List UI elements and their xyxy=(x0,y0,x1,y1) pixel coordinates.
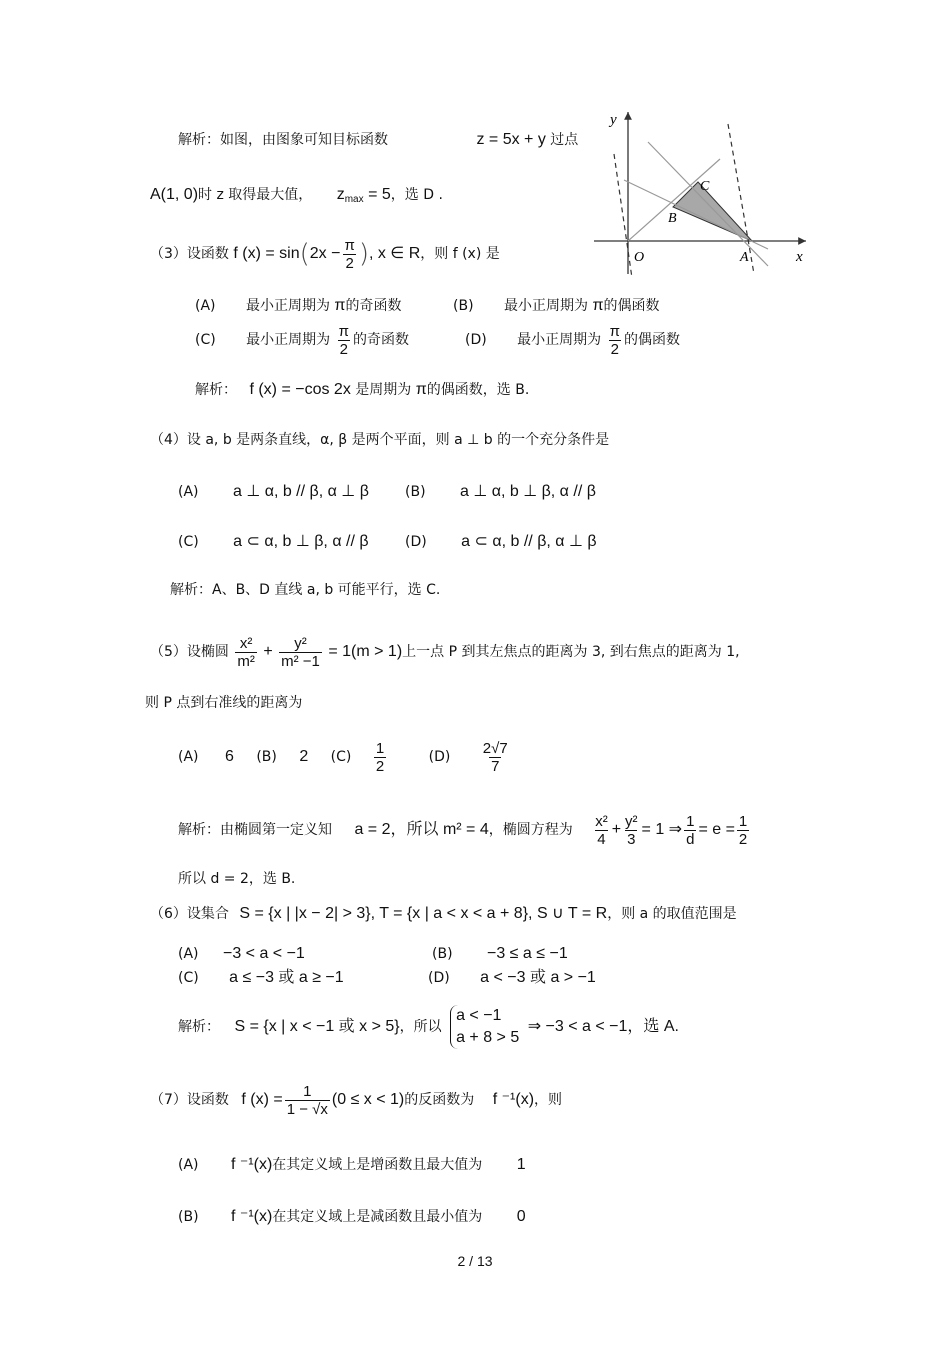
q3-option-b xyxy=(453,297,659,315)
solution-text: ，所以 xyxy=(399,1019,442,1035)
option-value: π xyxy=(334,297,346,314)
option-text: a ≤ −3 或 a ≥ −1 xyxy=(229,969,344,986)
option-tail: 的偶函数 xyxy=(623,332,680,348)
q7-frac xyxy=(285,1083,330,1118)
solution-result: ⇒ −3 < a < −1，选 A. xyxy=(527,1018,679,1035)
q3-frac-den: 2 xyxy=(345,254,354,272)
frac-num: y² xyxy=(294,634,307,652)
q5-stem-c xyxy=(145,694,302,712)
option-b-value: 2 xyxy=(299,748,309,765)
q3-frac-num: π xyxy=(344,236,355,254)
q3-inner: 2x − xyxy=(309,245,341,262)
option-inverse: f ⁻¹(x) xyxy=(230,1208,273,1225)
option-text: a ⊂ α, b // β, α ⊥ β xyxy=(461,533,597,550)
q7-stem-b: 的反函数为 xyxy=(404,1092,475,1108)
frac-den: m² xyxy=(237,652,255,670)
solution-text: 所以 d = 2，选 B. xyxy=(178,871,296,887)
option-label: (C) xyxy=(178,970,199,986)
sol-eq: = 1 ⇒ xyxy=(641,821,683,838)
q6-option-c xyxy=(178,969,344,987)
label-c: C xyxy=(700,179,710,194)
q7-option-a xyxy=(178,1156,526,1174)
option-value: 1 xyxy=(516,1156,526,1173)
q3-stem xyxy=(150,236,500,272)
option-text: 最小正周期为 xyxy=(517,332,602,348)
option-label: (A) xyxy=(195,298,216,314)
frac-num: x² xyxy=(239,634,253,652)
frac-den: m² −1 xyxy=(281,652,320,670)
option-label: (C) xyxy=(330,749,352,765)
feasible-region-graph xyxy=(588,104,814,280)
zmax-var: z xyxy=(336,186,345,203)
q5-options xyxy=(178,735,512,779)
q6-stem xyxy=(150,905,737,923)
label-a: A xyxy=(740,250,749,265)
option-inverse: f ⁻¹(x) xyxy=(230,1156,273,1173)
frac-num: y² xyxy=(625,812,638,830)
option-text: −3 ≤ a ≤ −1 xyxy=(486,945,568,962)
option-frac xyxy=(608,323,622,358)
q5-frac-y xyxy=(279,635,322,670)
solution-set: S = {x | x < −1 或 x > 5} xyxy=(234,1018,400,1035)
option-text: 最小正周期为 xyxy=(503,298,588,314)
label-y: y xyxy=(610,112,617,128)
page-number: 2 / 13 xyxy=(457,1253,493,1269)
q5-stem-c-text: 则 P 点到右准线的距离为 xyxy=(145,695,303,711)
sol-e: = e = xyxy=(698,821,735,838)
q7-function: f (x) = xyxy=(241,1091,283,1108)
label-b: B xyxy=(668,211,677,226)
q4-option-c xyxy=(178,533,369,551)
q6-option-d xyxy=(428,969,596,987)
option-label: (A) xyxy=(178,749,199,765)
frac-num: 1 xyxy=(303,1082,312,1100)
q7-stem-text: （7）设函数 xyxy=(150,1092,229,1108)
q3-solution xyxy=(195,381,529,399)
q3-tail: , x ∈ R xyxy=(368,245,421,262)
q6-option-a xyxy=(178,945,305,963)
option-label: (B) xyxy=(453,298,474,314)
option-tail: 的偶函数 xyxy=(603,298,660,314)
frac-num: 1 xyxy=(375,739,385,757)
solution-label: 解析： xyxy=(195,382,237,398)
paren-close: ) xyxy=(358,239,369,269)
q6-end: ，则 a 的取值范围是 xyxy=(607,906,737,922)
option-text: a ⊥ α, b // β, α ⊥ β xyxy=(232,483,369,500)
q7-option-b xyxy=(178,1208,526,1226)
solution-text: 解析：A、B、D 直线 a, b 可能平行，选 C. xyxy=(170,582,441,598)
sol-frac-y xyxy=(623,813,640,848)
frac-den: 7 xyxy=(491,757,500,775)
system-line-1: a < −1 xyxy=(456,1007,502,1024)
frac-den: 3 xyxy=(627,830,636,848)
sol-frac-d xyxy=(684,813,696,848)
objective-function: z = 5x + y xyxy=(476,131,546,148)
option-frac xyxy=(337,323,351,358)
q4-option-b xyxy=(405,483,596,501)
option-label: (B) xyxy=(405,484,426,500)
frac-den: d xyxy=(686,830,695,848)
plus: + xyxy=(263,643,273,660)
q5-eq: = 1(m > 1) xyxy=(328,643,403,660)
system-line-2: a + 8 > 5 xyxy=(456,1029,520,1046)
q5-solution xyxy=(178,810,751,850)
dashed-line-left xyxy=(614,154,632,278)
q7-stem xyxy=(150,1080,562,1120)
option-c-frac xyxy=(374,740,386,775)
frac-num: π xyxy=(609,322,620,340)
paren-open: ( xyxy=(299,239,310,269)
frac-num: 1 xyxy=(738,812,748,830)
label-x: x xyxy=(796,249,803,265)
option-text: −3 < a < −1 xyxy=(222,945,305,962)
label-o: O xyxy=(634,250,645,265)
frac-den: 1 − √x xyxy=(286,1100,328,1118)
solution-suffix: 过点 xyxy=(550,132,579,148)
q7-inverse: f ⁻¹(x) xyxy=(492,1091,535,1108)
option-a-value: 6 xyxy=(224,748,234,765)
solution-system xyxy=(450,1005,519,1049)
solution-text: 解析：如图，由图象可知目标函数 xyxy=(178,132,388,148)
option-label: (D) xyxy=(428,749,451,765)
line-ca xyxy=(648,142,768,266)
q3-stem-text: （3）设函数 xyxy=(150,246,229,262)
solution-value: π xyxy=(415,381,427,398)
frac-den: 2 xyxy=(738,830,748,848)
q4-option-d xyxy=(405,533,597,551)
option-text: a < −3 或 a > −1 xyxy=(480,969,596,986)
option-text: a ⊥ α, b ⊥ β, α // β xyxy=(459,483,596,500)
q6-solution xyxy=(178,1003,679,1051)
solution-a: a = 2，所以 xyxy=(354,821,439,838)
option-label: (A) xyxy=(178,946,199,962)
option-text: a ⊂ α, b ⊥ β, α // β xyxy=(233,533,369,550)
option-label: (C) xyxy=(178,534,199,550)
option-label: (B) xyxy=(256,749,277,765)
option-label: (D) xyxy=(465,332,487,348)
option-value: π xyxy=(592,297,604,314)
q6-stem-text: （6）设集合 xyxy=(150,906,229,922)
option-text: 最小正周期为 xyxy=(246,332,331,348)
solution-line-1 xyxy=(178,131,578,149)
sol-frac-x xyxy=(593,813,610,848)
option-tail: 的奇函数 xyxy=(345,298,402,314)
q3-end: ，则 f (x) 是 xyxy=(420,246,500,262)
sol-frac-e xyxy=(737,813,749,848)
option-label: (D) xyxy=(405,534,427,550)
q4-stem-text: （4）设 a, b 是两条直线，α, β 是两个平面，则 a ⊥ b 的一个充分条件是 xyxy=(150,432,610,448)
option-label: (A) xyxy=(178,484,199,500)
option-d-frac xyxy=(481,740,510,775)
solution-text: 解析：由椭圆第一定义知 xyxy=(178,822,332,838)
option-tail: 的奇函数 xyxy=(352,332,409,348)
frac-num: x² xyxy=(595,812,608,830)
option-label: (C) xyxy=(195,332,216,348)
q7-stem-c: ，则 xyxy=(534,1092,563,1108)
frac-num: 2√7 xyxy=(482,739,508,757)
frac-num: π xyxy=(338,322,349,340)
q7-domain: (0 ≤ x < 1) xyxy=(331,1091,405,1108)
q5-frac-x xyxy=(235,635,257,670)
q3-function: f (x) = sin xyxy=(233,245,300,262)
q3-option-a xyxy=(195,297,401,315)
q6-sets: S = {x | |x − 2| > 3}, T = {x | a < x < a + 8}, S ∪ T = R xyxy=(239,905,608,922)
option-label: (B) xyxy=(432,946,453,962)
q5-stem-text: （5）设椭圆 xyxy=(150,644,229,660)
option-text: 在其定义域上是减函数且最小值为 xyxy=(272,1209,483,1225)
q6-option-b xyxy=(432,945,568,963)
frac-den: 4 xyxy=(597,830,606,848)
solution-text-b: ，椭圆方程为 xyxy=(488,822,573,838)
zmax xyxy=(337,186,391,203)
option-text: 在其定义域上是增函数且最大值为 xyxy=(272,1157,483,1173)
q5-stem-b: 上一点 P 到其左焦点的距离为 3, 到右焦点的距离为 1, xyxy=(402,644,740,660)
zmax-sub: max xyxy=(344,194,364,205)
q3-frac xyxy=(342,237,356,272)
solution-text: 是周期为 xyxy=(355,382,412,398)
option-text: 最小正周期为 xyxy=(245,298,330,314)
solution-m: m² = 4 xyxy=(442,821,489,838)
option-label: (A) xyxy=(178,1157,199,1173)
option-label: (B) xyxy=(178,1209,199,1225)
option-value: 0 xyxy=(516,1208,526,1225)
solution-choice: ，选 D . xyxy=(390,187,443,203)
frac-den: 2 xyxy=(610,340,619,358)
q4-option-a xyxy=(178,483,369,501)
option-label: (D) xyxy=(428,970,450,986)
q4-stem xyxy=(150,431,609,449)
solution-label: 解析： xyxy=(178,1019,220,1035)
q5-stem xyxy=(150,632,740,672)
q4-solution xyxy=(170,581,440,599)
zmax-val: = 5 xyxy=(368,186,391,203)
solution-end: 的偶函数，选 B. xyxy=(426,382,530,398)
plus: + xyxy=(611,821,622,838)
solution-math: f (x) = −cos 2x xyxy=(249,381,351,398)
frac-den: 2 xyxy=(375,757,385,775)
q3-option-d xyxy=(465,322,680,358)
solution-mid: 时 z 取得最大值， xyxy=(198,187,313,203)
q3-option-c xyxy=(195,322,409,358)
solution-line-2 xyxy=(150,186,443,209)
q5-solution-c xyxy=(178,870,295,888)
frac-num: 1 xyxy=(686,812,695,830)
frac-den: 2 xyxy=(339,340,348,358)
point-a: A(1, 0) xyxy=(150,186,199,203)
